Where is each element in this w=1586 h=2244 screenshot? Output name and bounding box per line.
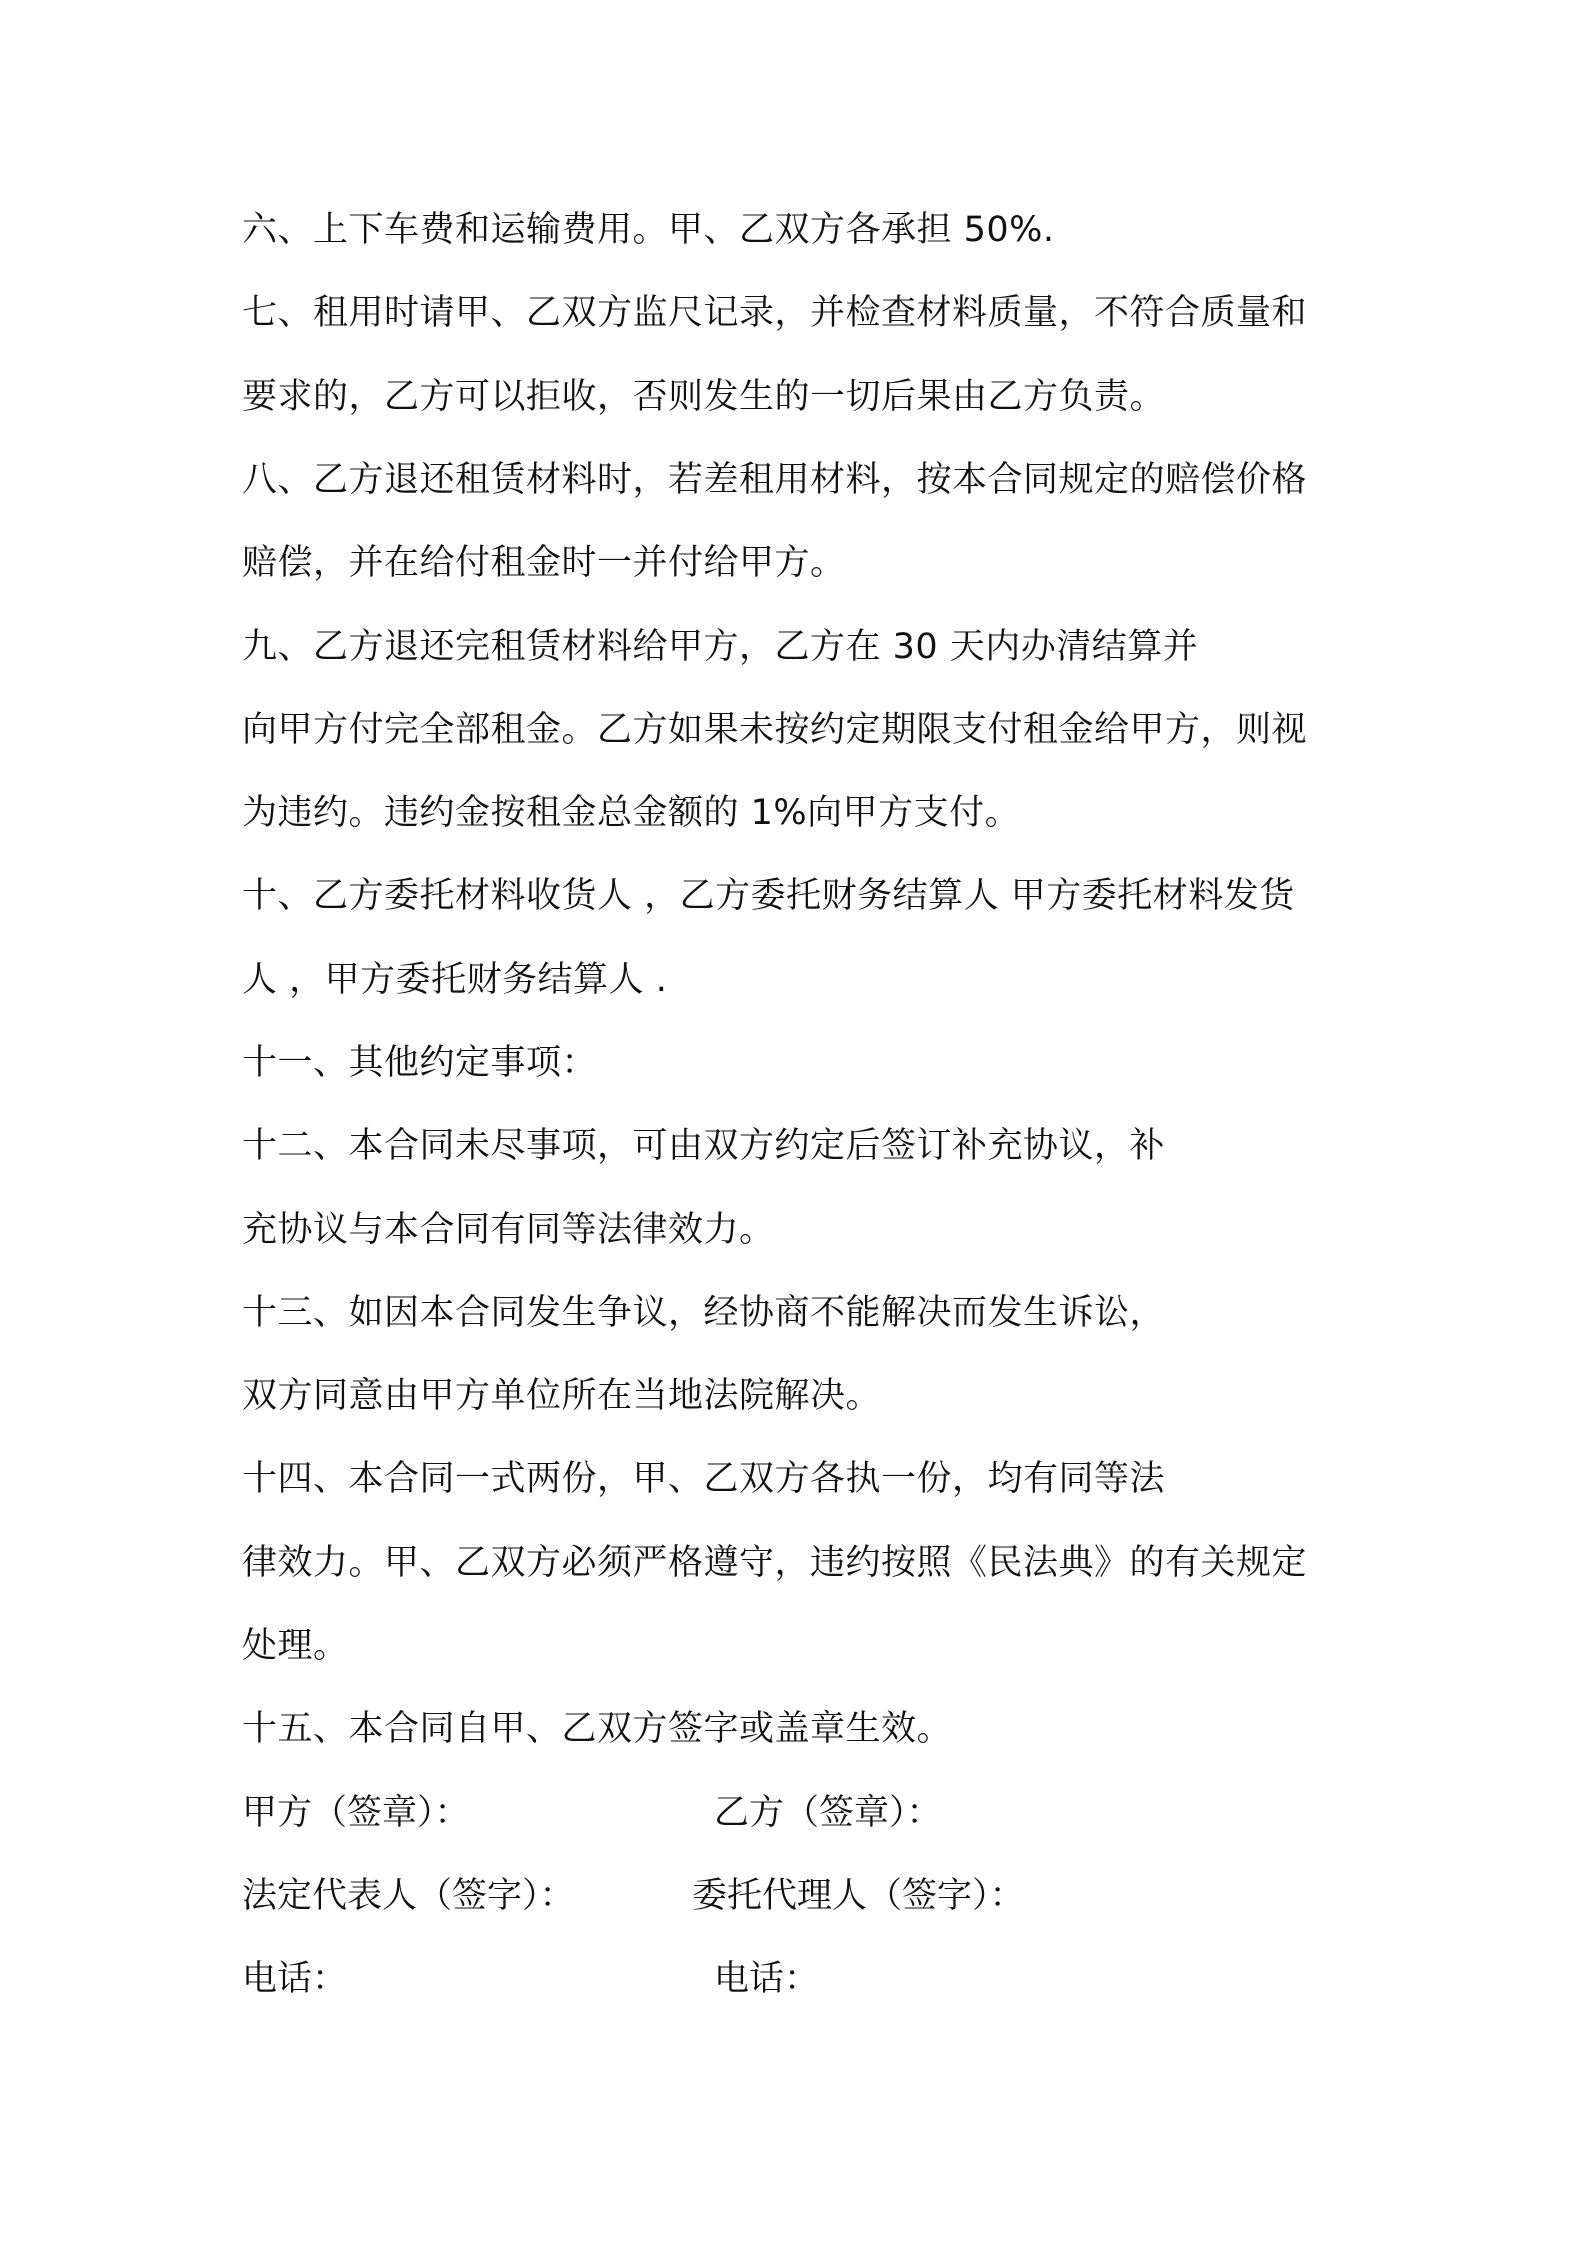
clause-14-line-3: 处理。 bbox=[242, 1626, 349, 1666]
clause-12-line-2: 充协议与本合同有同等法律效力。 bbox=[242, 1210, 775, 1250]
clause-13-line-1: 十三、如因本合同发生争议，经协商不能解决而发生诉讼， bbox=[242, 1293, 1166, 1333]
party-a-phone-label: 电话： bbox=[242, 1959, 348, 1999]
clause-12-line-1: 十二、本合同未尽事项，可由双方约定后签订补充协议，补 bbox=[242, 1126, 1166, 1166]
clause-6: 六、上下车费和运输费用。甲、乙双方各承担 50%. bbox=[242, 210, 1055, 250]
clause-15: 十五、本合同自甲、乙双方签字或盖章生效。 bbox=[242, 1709, 953, 1749]
clause-9-line-1: 九、乙方退还完租赁材料给甲方，乙方在 30 天内办清结算并 bbox=[242, 627, 1199, 667]
party-a-seal-label: 甲方（签章）： bbox=[242, 1793, 470, 1833]
clause-7-line-2: 要求的，乙方可以拒收，否则发生的一切后果由乙方负责。 bbox=[242, 377, 1166, 417]
clause-8-line-2: 赔偿，并在给付租金时一并付给甲方。 bbox=[242, 543, 846, 583]
party-b-phone-label: 电话： bbox=[714, 1959, 820, 1999]
clause-14-line-2: 律效力。甲、乙双方必须严格遵守，违约按照《民法典》的有关规定 bbox=[242, 1543, 1308, 1583]
clause-10-line-2: 人 ，甲方委托财务结算人 . bbox=[242, 960, 668, 1000]
clause-9-line-3: 为违约。违约金按租金总金额的 1%向甲方支付。 bbox=[242, 793, 1021, 833]
clause-13-line-2: 双方同意由甲方单位所在当地法院解决。 bbox=[242, 1376, 882, 1416]
clause-9-line-2: 向甲方付完全部租金。乙方如果未按约定期限支付租金给甲方，则视 bbox=[242, 710, 1308, 750]
clause-10-line-1: 十、乙方委托材料收货人 ，乙方委托财务结算人 甲方委托材料发货 bbox=[242, 876, 1295, 916]
clause-11: 十一、其他约定事项： bbox=[242, 1043, 598, 1083]
clause-14-line-1: 十四、本合同一式两份，甲、乙双方各执一份，均有同等法 bbox=[242, 1459, 1166, 1499]
clause-8-line-1: 八、乙方退还租赁材料时，若差租用材料，按本合同规定的赔偿价格 bbox=[242, 460, 1308, 500]
authorized-agent-label: 委托代理人（签字）： bbox=[692, 1876, 1025, 1916]
legal-representative-label: 法定代表人（签字）： bbox=[242, 1876, 575, 1916]
party-b-seal-label: 乙方（签章）： bbox=[714, 1793, 942, 1833]
clause-7-line-1: 七、租用时请甲、乙双方监尺记录，并检查材料质量，不符合质量和 bbox=[242, 293, 1308, 333]
